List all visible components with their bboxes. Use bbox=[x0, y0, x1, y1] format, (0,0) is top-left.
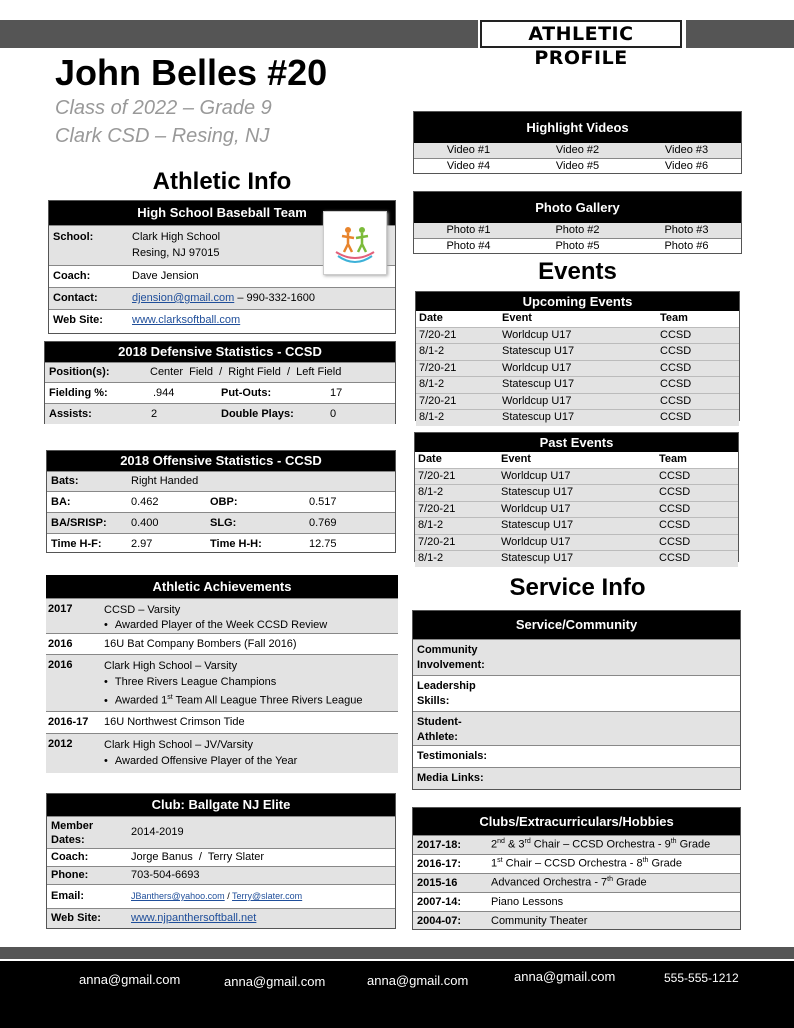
video-grid bbox=[414, 143, 741, 158]
team-contact-row bbox=[49, 287, 395, 309]
column-header-date: Date bbox=[418, 453, 442, 465]
club-email-row bbox=[47, 884, 395, 908]
double-plays-label: Double Plays: bbox=[221, 408, 294, 420]
event-team: CCSD bbox=[660, 394, 692, 407]
time-hf-value: 2.97 bbox=[131, 538, 153, 550]
photo-link[interactable]: Photo #1 bbox=[446, 224, 491, 236]
achievement-year: 2016 bbox=[48, 638, 73, 650]
event-date: 7/20-21 bbox=[419, 328, 457, 341]
offensive-stats-title: 2018 Offensive Statistics - CCSD bbox=[47, 451, 395, 471]
assists-label: Assists: bbox=[49, 408, 92, 420]
table-row bbox=[415, 501, 738, 518]
event-date: 8/1-2 bbox=[418, 486, 444, 498]
club-website-label: Web Site: bbox=[51, 912, 101, 924]
hobby-text: Community Theater bbox=[491, 915, 588, 927]
offensive-stats-card bbox=[46, 450, 396, 553]
achievement-title: 16U Bat Company Bombers (Fall 2016) bbox=[104, 638, 297, 650]
school-line: Clark CSD – Resing, NJ bbox=[55, 125, 270, 147]
team-card-title: High School Baseball Team bbox=[49, 201, 395, 225]
event-name: Worldcup U17 bbox=[501, 535, 571, 548]
school-label: School: bbox=[53, 231, 94, 243]
service-label: Testimonials: bbox=[417, 750, 488, 762]
achievement-item bbox=[46, 598, 398, 633]
clubs-hobbies-card bbox=[412, 807, 741, 930]
footer-email[interactable]: anna@gmail.com bbox=[224, 974, 326, 989]
putouts-value: 17 bbox=[330, 387, 343, 399]
ba-value: 0.462 bbox=[131, 496, 159, 508]
club-coach-row bbox=[47, 848, 395, 866]
coach-label: Coach: bbox=[53, 270, 91, 282]
event-team: CCSD bbox=[659, 535, 691, 548]
profile-banner-title: ATHLETIC PROFILE bbox=[480, 20, 682, 48]
hobby-year: 2017-18: bbox=[417, 839, 462, 851]
column-header-date: Date bbox=[419, 312, 443, 324]
putouts-label: Put-Outs: bbox=[221, 387, 272, 399]
achievement-bullet: • Three Rivers League Champions bbox=[104, 675, 362, 691]
hobby-row bbox=[413, 835, 740, 854]
team-website-link[interactable]: www.clarksoftball.com bbox=[132, 314, 241, 326]
website-label: Web Site: bbox=[53, 314, 103, 326]
achievements-card bbox=[46, 575, 398, 775]
column-header-team: Team bbox=[660, 312, 688, 324]
club-phone-label: Phone: bbox=[51, 869, 89, 881]
event-team: CCSD bbox=[660, 378, 692, 390]
event-date: 7/20-21 bbox=[418, 502, 456, 515]
achievement-item bbox=[46, 654, 398, 711]
event-name: Statescup U17 bbox=[502, 378, 575, 390]
service-label: Athlete: bbox=[417, 731, 458, 743]
highlight-videos-title: Highlight Videos bbox=[414, 112, 741, 143]
service-community-card bbox=[412, 610, 741, 790]
hobby-row bbox=[413, 873, 740, 892]
photo-gallery-title: Photo Gallery bbox=[414, 192, 741, 223]
member-label: Member bbox=[51, 820, 94, 832]
past-events-header bbox=[415, 452, 738, 468]
event-name: Statescup U17 bbox=[502, 411, 575, 423]
achievement-year: 2016-17 bbox=[48, 716, 89, 728]
hobby-row bbox=[413, 911, 740, 929]
footer bbox=[0, 961, 794, 1028]
defensive-stats-card bbox=[44, 341, 396, 424]
video-grid bbox=[414, 158, 741, 174]
event-name: Statescup U17 bbox=[501, 519, 574, 531]
photo-grid bbox=[414, 238, 741, 254]
obp-value: 0.517 bbox=[309, 496, 337, 508]
hobby-year: 2016-17: bbox=[417, 858, 462, 870]
service-row bbox=[413, 639, 740, 675]
contact-email-link[interactable]: djension@gmail.com bbox=[132, 292, 235, 304]
event-name: Worldcup U17 bbox=[502, 361, 572, 374]
table-row bbox=[416, 409, 739, 426]
club-coach-label: Coach: bbox=[51, 851, 89, 863]
table-row bbox=[416, 327, 739, 344]
club-title: Club: Ballgate NJ Elite bbox=[47, 794, 395, 816]
club-member-row bbox=[47, 816, 395, 848]
video-link[interactable]: Video #5 bbox=[555, 160, 600, 172]
event-date: 8/1-2 bbox=[419, 345, 445, 357]
time-hh-value: 12.75 bbox=[309, 538, 337, 550]
position-value: Center Field / Right Field / Left Field bbox=[150, 366, 342, 378]
logo-figures-icon bbox=[324, 212, 386, 274]
double-plays-value: 0 bbox=[330, 408, 337, 420]
event-team: CCSD bbox=[659, 469, 691, 482]
event-name: Statescup U17 bbox=[501, 486, 574, 498]
club-website-row bbox=[47, 908, 395, 928]
hobby-text: Advanced Orchestra - 7th Grade bbox=[491, 876, 647, 889]
event-team: CCSD bbox=[660, 361, 692, 374]
footer-email[interactable]: anna@gmail.com bbox=[367, 973, 469, 988]
service-label: Leadership bbox=[417, 680, 476, 692]
achievement-bullet: • Awarded Player of the Week CCSD Review bbox=[104, 618, 327, 633]
video-link[interactable]: Video #6 bbox=[664, 160, 709, 172]
photo-link[interactable]: Photo #6 bbox=[664, 240, 709, 252]
table-row bbox=[415, 484, 738, 501]
event-name: Worldcup U17 bbox=[502, 394, 572, 407]
offensive-bats-row bbox=[47, 471, 395, 491]
service-label: Media Links: bbox=[417, 772, 484, 784]
slg-label: SLG: bbox=[210, 517, 237, 529]
school-address: Resing, NJ 97015 bbox=[132, 247, 220, 259]
defensive-stats-title: 2018 Defensive Statistics - CCSD bbox=[45, 342, 395, 362]
club-email-link-2[interactable]: Terry@slater.com bbox=[232, 891, 303, 901]
club-email-link-1[interactable]: JBanthers@yahoo.com bbox=[131, 891, 225, 901]
past-events-table bbox=[414, 432, 739, 562]
photo-grid bbox=[414, 223, 741, 238]
athlete-name: John Belles #20 bbox=[55, 52, 328, 93]
contact-label: Contact: bbox=[53, 292, 98, 304]
event-team: CCSD bbox=[660, 345, 692, 357]
event-team: CCSD bbox=[659, 519, 691, 531]
upcoming-events-table bbox=[415, 291, 740, 421]
hobby-text: 2nd & 3rd Chair – CCSD Orchestra - 9th Grade bbox=[491, 838, 711, 851]
event-name: Worldcup U17 bbox=[501, 502, 571, 515]
member-dates: 2014-2019 bbox=[131, 826, 184, 838]
footer-email[interactable]: anna@gmail.com bbox=[79, 972, 181, 987]
hobby-year: 2004-07: bbox=[417, 915, 462, 927]
event-date: 8/1-2 bbox=[418, 552, 444, 564]
clubs-hobbies-title: Clubs/Extracurriculars/Hobbies bbox=[413, 808, 740, 835]
service-label: Skills: bbox=[417, 695, 450, 707]
contact-phone: – 990-332-1600 bbox=[234, 292, 315, 304]
achievement-title: Clark High School – Varsity bbox=[104, 660, 238, 672]
highlight-videos-card bbox=[413, 111, 742, 174]
video-link[interactable]: Video #1 bbox=[446, 144, 491, 156]
position-label: Position(s): bbox=[49, 366, 110, 378]
defensive-position-row bbox=[45, 362, 395, 382]
event-team: CCSD bbox=[660, 411, 692, 423]
table-row bbox=[415, 468, 738, 485]
hobby-row bbox=[413, 854, 740, 873]
dates-label: Dates: bbox=[51, 834, 85, 846]
club-phone-row bbox=[47, 866, 395, 884]
assists-value: 2 bbox=[151, 408, 158, 420]
achievement-year: 2012 bbox=[48, 738, 73, 750]
table-row bbox=[415, 550, 738, 567]
achievement-bullet: • Awarded 1st Team All League Three Rivers League bbox=[104, 690, 362, 709]
bats-value: Right Handed bbox=[131, 475, 199, 487]
event-name: Worldcup U17 bbox=[502, 328, 572, 341]
table-row bbox=[416, 360, 739, 377]
achievement-title: CCSD – Varsity bbox=[104, 604, 181, 616]
club-email-label: Email: bbox=[51, 890, 85, 902]
club-phone-value: 703-504-6693 bbox=[131, 869, 200, 881]
email-separator: / bbox=[224, 891, 233, 901]
hobby-text: Piano Lessons bbox=[491, 896, 564, 908]
event-team: CCSD bbox=[659, 502, 691, 515]
defensive-assists-row bbox=[45, 403, 395, 424]
hobby-text: 1st Chair – CCSD Orchestra - 8th Grade bbox=[491, 857, 683, 870]
table-row bbox=[416, 376, 739, 393]
coach-name: Dave Jension bbox=[132, 270, 199, 282]
service-label: Involvement: bbox=[417, 659, 485, 671]
service-row bbox=[413, 711, 740, 745]
footer-divider bbox=[0, 947, 794, 959]
event-date: 8/1-2 bbox=[418, 519, 444, 531]
event-date: 8/1-2 bbox=[419, 378, 445, 390]
achievement-title: Clark High School – JV/Varsity bbox=[104, 739, 253, 751]
photo-link[interactable]: Photo #4 bbox=[446, 240, 491, 252]
offensive-ba-row bbox=[47, 491, 395, 512]
service-row bbox=[413, 675, 740, 711]
achievement-year: 2017 bbox=[48, 603, 73, 615]
event-name: Statescup U17 bbox=[501, 552, 574, 564]
event-date: 7/20-21 bbox=[419, 361, 457, 374]
achievement-year: 2016 bbox=[48, 659, 73, 671]
event-date: 7/20-21 bbox=[419, 394, 457, 407]
table-row bbox=[416, 343, 739, 360]
achievement-title: 16U Northwest Crimson Tide bbox=[104, 716, 245, 728]
basrisp-value: 0.400 bbox=[131, 517, 159, 529]
club-card bbox=[46, 793, 396, 929]
service-row bbox=[413, 767, 740, 789]
time-hh-label: Time H-H: bbox=[210, 538, 262, 550]
event-date: 7/20-21 bbox=[418, 535, 456, 548]
event-team: CCSD bbox=[660, 328, 692, 341]
hobby-year: 2007-14: bbox=[417, 896, 462, 908]
hobby-year: 2015-16 bbox=[417, 877, 458, 889]
photo-link[interactable]: Photo #3 bbox=[664, 224, 709, 236]
column-header-team: Team bbox=[659, 453, 687, 465]
photo-link[interactable]: Photo #2 bbox=[555, 224, 600, 236]
school-name: Clark High School bbox=[132, 231, 221, 243]
header-bar-right bbox=[686, 20, 794, 48]
video-link[interactable]: Video #2 bbox=[555, 144, 600, 156]
table-row bbox=[415, 517, 738, 534]
service-label: Student- bbox=[417, 716, 462, 728]
service-label: Community bbox=[417, 644, 478, 656]
fielding-value: .944 bbox=[153, 387, 175, 399]
team-logo bbox=[323, 211, 387, 275]
club-website-link[interactable]: www.njpanthersoftball.net bbox=[131, 912, 257, 924]
event-team: CCSD bbox=[659, 486, 691, 498]
service-row bbox=[413, 745, 740, 767]
time-hf-label: Time H-F: bbox=[51, 538, 102, 550]
column-header-event: Event bbox=[501, 453, 531, 465]
events-heading: Events bbox=[538, 258, 617, 285]
athletic-info-heading: Athletic Info bbox=[152, 168, 292, 195]
table-row bbox=[415, 534, 738, 551]
event-date: 7/20-21 bbox=[418, 469, 456, 482]
fielding-label: Fielding %: bbox=[49, 387, 108, 399]
past-events-title: Past Events bbox=[415, 433, 738, 452]
achievement-item bbox=[46, 733, 398, 773]
defensive-fielding-row bbox=[45, 382, 395, 403]
upcoming-events-header bbox=[416, 311, 739, 327]
obp-label: OBP: bbox=[210, 496, 238, 508]
table-row bbox=[416, 393, 739, 410]
offensive-time-row bbox=[47, 533, 395, 554]
event-name: Statescup U17 bbox=[502, 345, 575, 357]
upcoming-events-title: Upcoming Events bbox=[416, 292, 739, 311]
offensive-basrisp-row bbox=[47, 512, 395, 533]
footer-phone[interactable]: 555-555-1212 bbox=[664, 971, 739, 985]
achievement-bullet: • Awarded Offensive Player of the Year bbox=[104, 754, 297, 770]
video-link[interactable]: Video #4 bbox=[446, 160, 491, 172]
ba-label: BA: bbox=[51, 496, 71, 508]
video-link[interactable]: Video #3 bbox=[664, 144, 709, 156]
event-date: 8/1-2 bbox=[419, 411, 445, 423]
basrisp-label: BA/SRISP: bbox=[51, 517, 107, 529]
photo-gallery-card bbox=[413, 191, 742, 254]
bats-label: Bats: bbox=[51, 475, 79, 487]
achievements-title: Athletic Achievements bbox=[46, 575, 398, 598]
event-team: CCSD bbox=[659, 552, 691, 564]
team-website-row bbox=[49, 309, 395, 333]
column-header-event: Event bbox=[502, 312, 532, 324]
header-bar-left bbox=[0, 20, 478, 48]
photo-link[interactable]: Photo #5 bbox=[555, 240, 600, 252]
hobby-row bbox=[413, 892, 740, 911]
club-coach-value: Jorge Banus / Terry Slater bbox=[131, 851, 265, 863]
service-info-heading: Service Info bbox=[509, 574, 646, 601]
footer-email[interactable]: anna@gmail.com bbox=[514, 969, 616, 984]
event-name: Worldcup U17 bbox=[501, 469, 571, 482]
class-line: Class of 2022 – Grade 9 bbox=[55, 97, 272, 119]
slg-value: 0.769 bbox=[309, 517, 337, 529]
achievement-item bbox=[46, 633, 398, 654]
achievement-item bbox=[46, 711, 398, 733]
contact-value bbox=[132, 292, 315, 304]
service-community-title: Service/Community bbox=[413, 611, 740, 639]
